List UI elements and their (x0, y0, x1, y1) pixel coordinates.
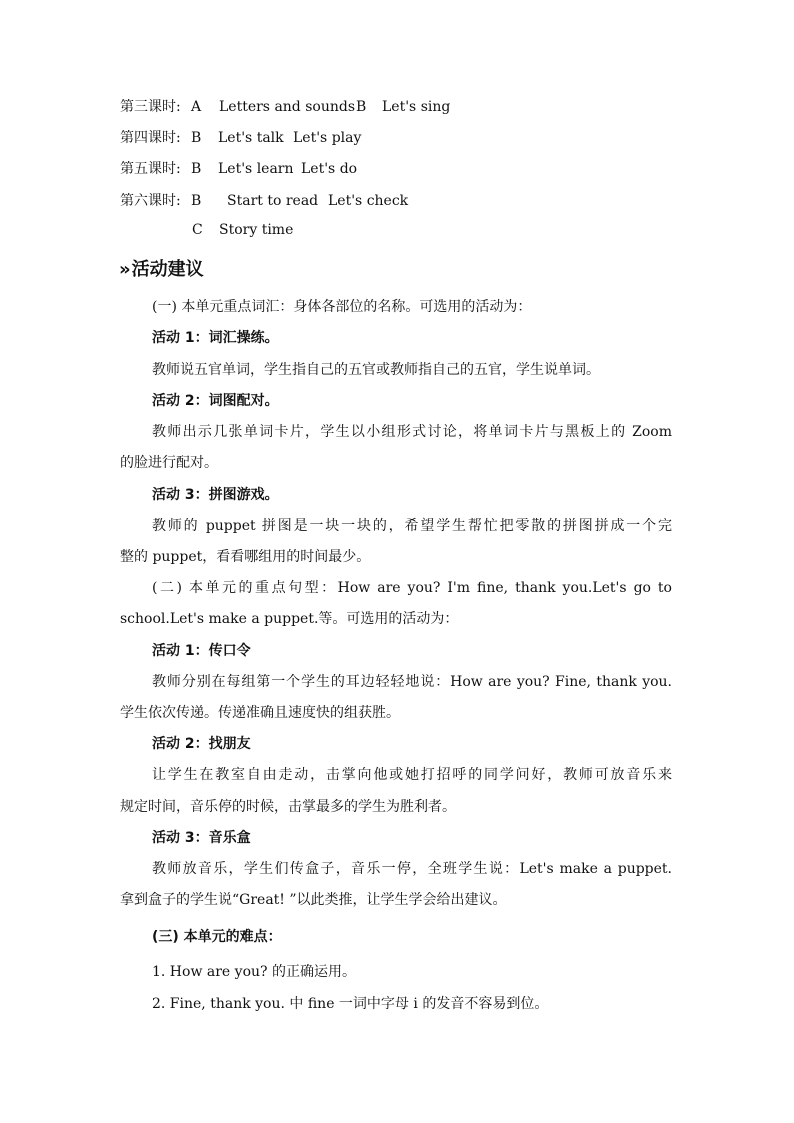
activity-title: 活动 3：音乐盒 (152, 830, 251, 846)
heading-title: 活动建议 (131, 259, 204, 280)
activity-text: 整的 puppet，看看哪组用的时间最少。 (120, 549, 371, 565)
difficulty-item: 1. How are you? 的正确运用。 (152, 964, 356, 980)
schedule-label: 第五课时: (120, 161, 181, 177)
schedule-part: B (191, 130, 202, 146)
schedule-part: B (356, 99, 367, 115)
schedule-part: B (191, 193, 202, 209)
schedule-line-4 (120, 129, 362, 147)
schedule-label: 第四课时: (120, 130, 181, 146)
activity-text: 教师出示几张单词卡片，学生以小组形式讨论，将单词卡片与黑板上的 Zoom (152, 424, 672, 440)
activity-text: 让学生在教室自由走动，击掌向他或她打招呼的同学问好，教师可放音乐来 (152, 767, 672, 783)
activity-text: 规定时间，音乐停的时候，击掌最多的学生为胜利者。 (120, 799, 456, 815)
activity-text: 教师的 puppet 拼图是一块一块的，希望学生帮忙把零散的拼图拼成一个完 (152, 518, 672, 534)
activity-title: 活动 1：传口令 (152, 643, 251, 659)
schedule-part: Let's do (301, 161, 358, 177)
activity-text: 教师说五官单词，学生指自己的五官或教师指自己的五官，学生说单词。 (152, 362, 600, 378)
difficulty-item: 2. Fine, thank you. 中 fine 一词中字母 i 的发音不容易到位。 (152, 996, 549, 1012)
section3-title: (三) 本单元的难点： (152, 929, 282, 945)
activity-title: 活动 2：找朋友 (152, 736, 251, 752)
schedule-part: Let's check (328, 193, 409, 209)
schedule-line-5 (120, 160, 358, 178)
double-chevron-icon: » (119, 259, 128, 280)
section2-intro: school.Let's make a puppet.等。可选用的活动为： (120, 611, 459, 627)
activity-title: 活动 1：词汇操练。 (152, 330, 279, 346)
activity-title: 活动 2：词图配对。 (152, 393, 279, 409)
schedule-label: 第三课时: (120, 99, 181, 115)
schedule-part: A (191, 99, 202, 115)
schedule-part: Let's sing (382, 99, 451, 115)
activity-text: 教师分别在每组第一个学生的耳边轻轻地说：How are you? Fine, thank you. (152, 674, 672, 690)
schedule-part: Letters and sounds (219, 99, 356, 115)
activity-text: 教师放音乐，学生们传盒子，音乐一停，全班学生说：Let's make a puppet. (152, 861, 672, 877)
section-heading (119, 255, 204, 281)
activity-text: 学生依次传递。传递准确且速度快的组获胜。 (120, 705, 400, 721)
activity-title: 活动 3：拼图游戏。 (152, 487, 279, 503)
schedule-part: Story time (219, 222, 294, 238)
schedule-part: Let's learn (218, 161, 294, 177)
section2-intro: (二) 本单元的重点句型：How are you? I'm fine, thank you.Let's go to (152, 580, 672, 596)
schedule-part: Let's play (293, 130, 362, 146)
activity-text: 拿到盒子的学生说“Great! ”以此类推，让学生学会给出建议。 (120, 892, 507, 908)
schedule-label: 第六课时: (120, 193, 181, 209)
schedule-part: Start to read (227, 193, 319, 209)
schedule-part: Let's talk (218, 130, 284, 146)
section1-intro: (一) 本单元重点词汇：身体各部位的名称。可选用的活动为： (152, 299, 532, 315)
schedule-line-6 (120, 192, 409, 210)
activity-text: 的脸进行配对。 (120, 455, 218, 471)
schedule-part: C (192, 222, 203, 238)
schedule-line-3 (120, 98, 451, 116)
schedule-part: B (191, 161, 202, 177)
